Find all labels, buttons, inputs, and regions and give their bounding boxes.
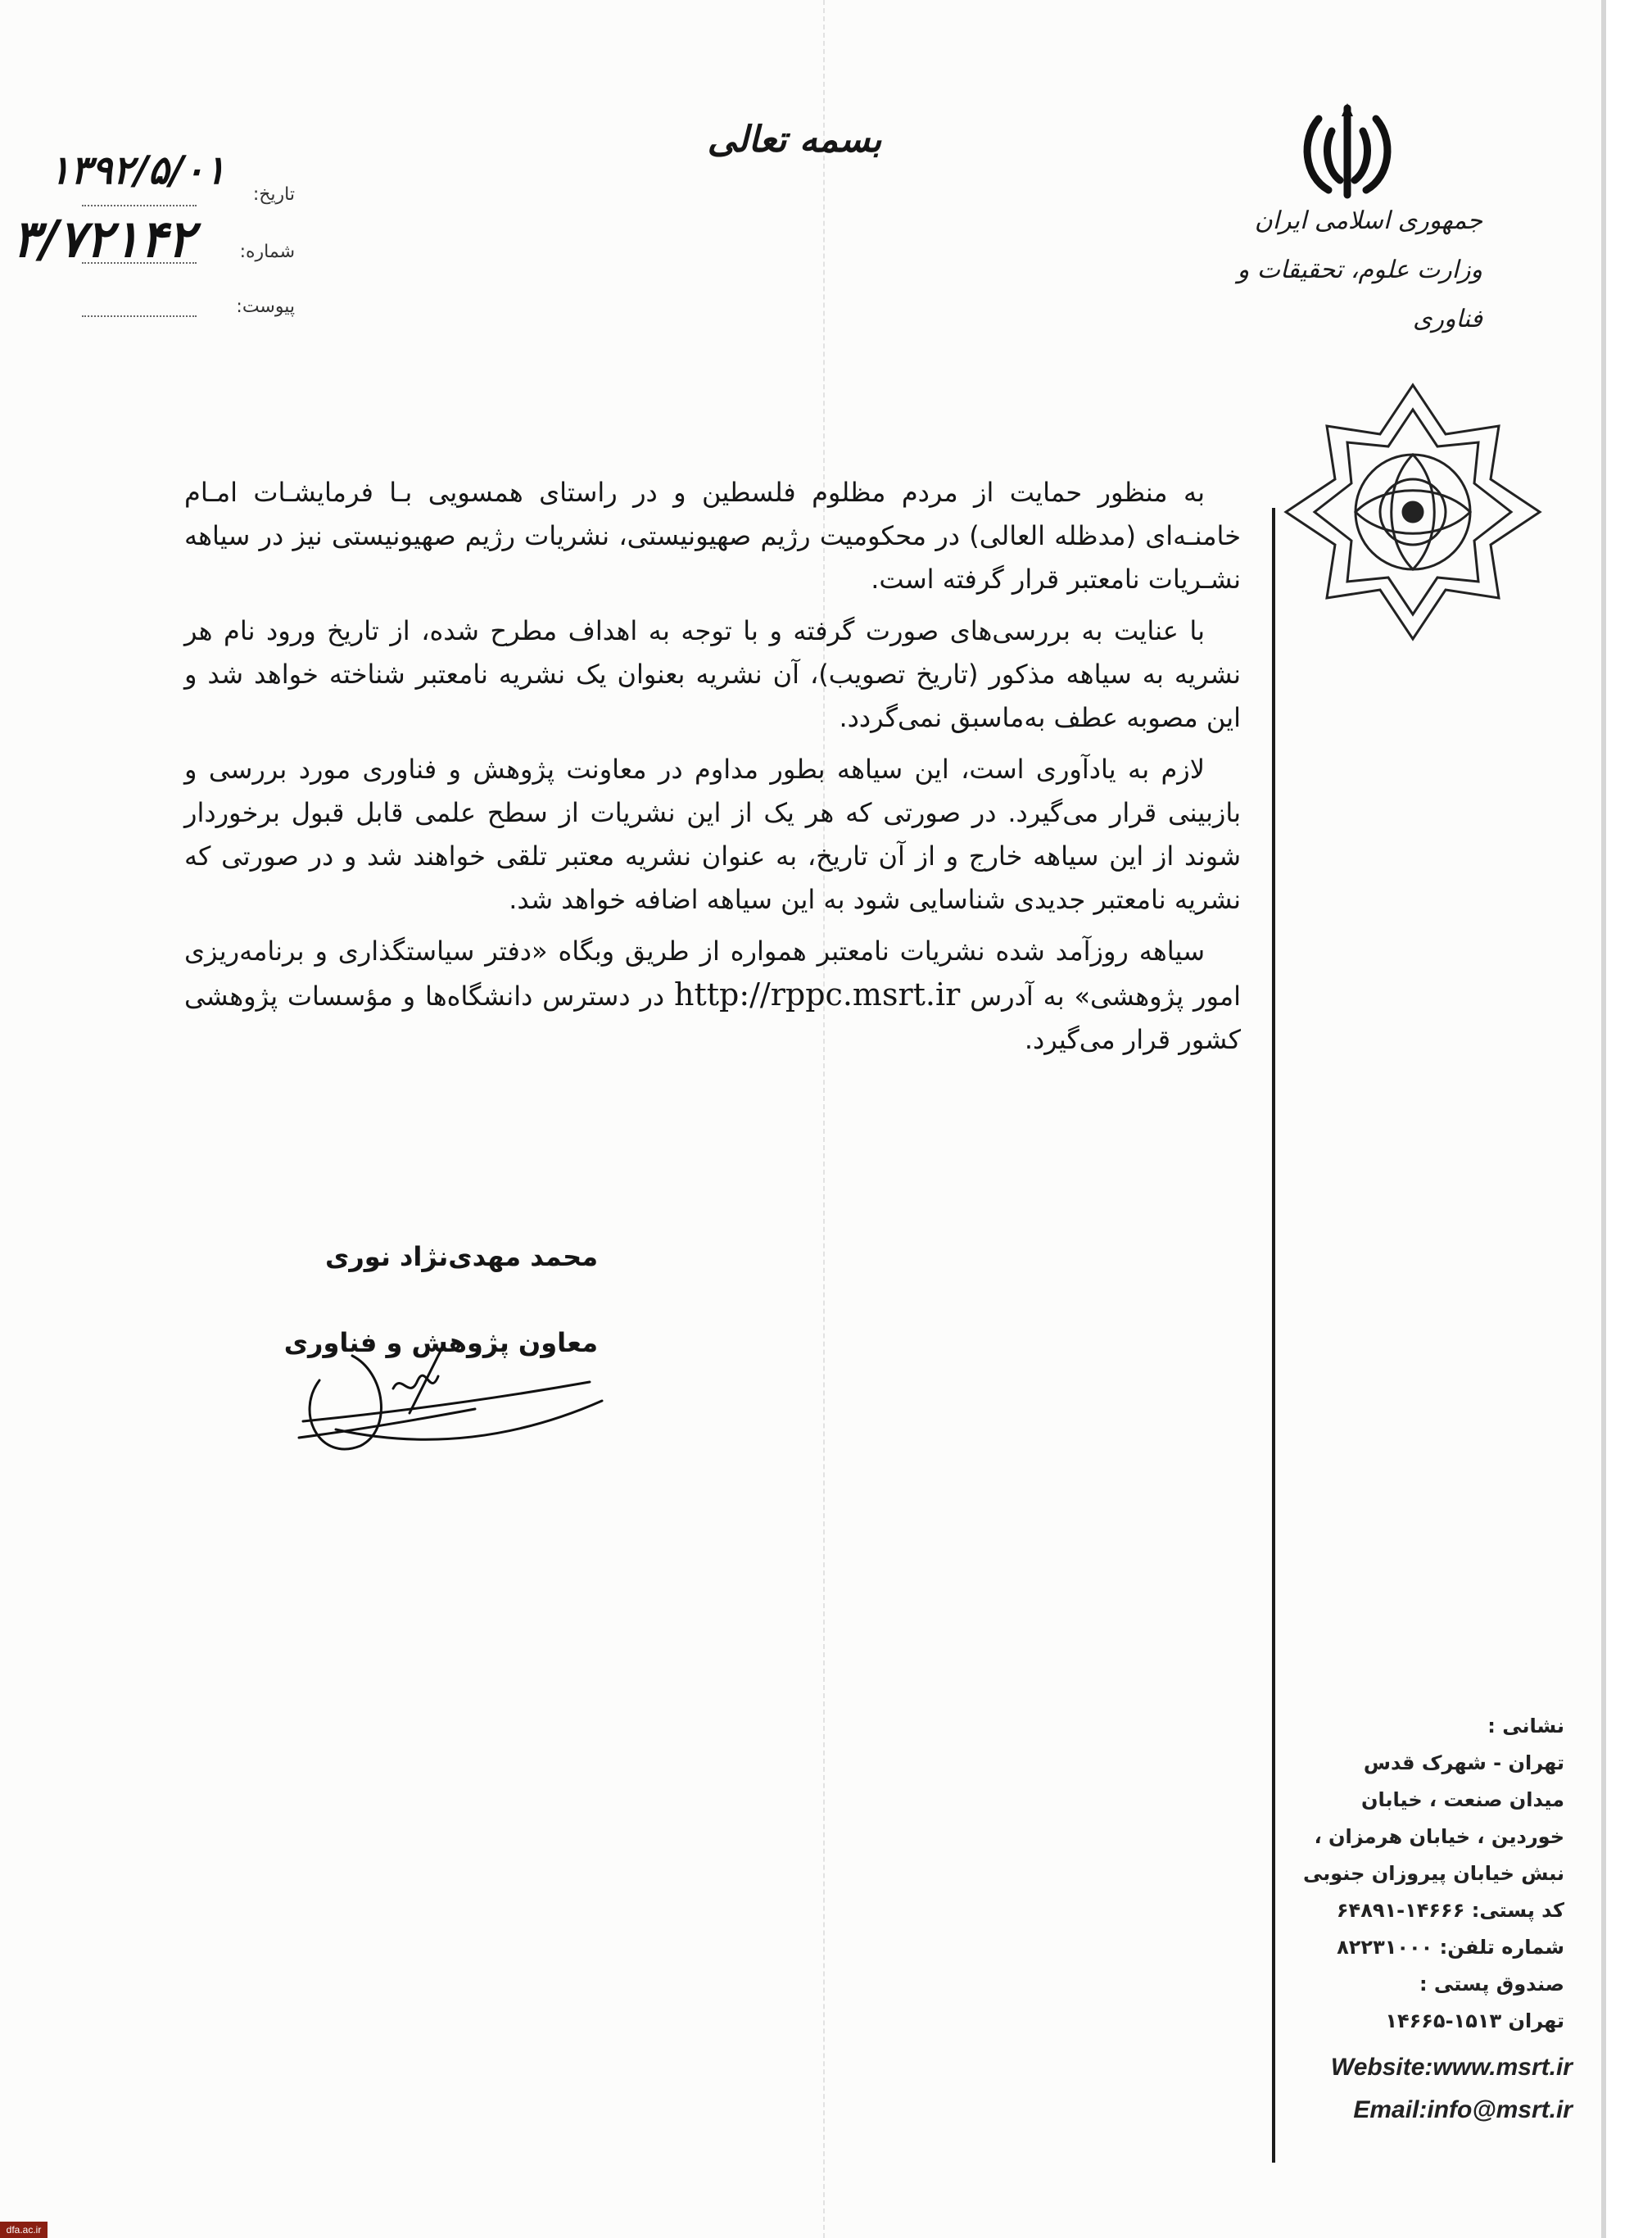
- website-link[interactable]: Website:www.msrt.ir: [1330, 2054, 1573, 2081]
- letter-body: [184, 471, 1241, 1070]
- source-watermark-badge: dfa.ac.ir: [0, 2222, 48, 2238]
- address-line-5: نبش خیابان پیروزان جنوبی: [1302, 1862, 1564, 1885]
- paper-fold-line: [823, 0, 825, 2238]
- signatory-title: معاون پژوهش و فناوری: [283, 1327, 598, 1358]
- org-line-1: جمهوری اسلامی ایران: [1254, 206, 1482, 235]
- po-box-line: تهران ۱۵۱۳-۱۴۶۶۵: [1385, 2009, 1564, 2032]
- date-line: [82, 205, 197, 206]
- address-line-4: خوردین ، خیابان هرمزان ،: [1314, 1825, 1564, 1848]
- body-paragraph-1: به منظور حمایت از مردم مظلوم فلسطین و در راستای همسویی بـا فرمایشـات امـام خامنـه‌ای (مدظله العالی) در محکومیت رژیم صهیونیستی، نشریات رژیم صهیونیستی نیز در سیاهه نشـریات نامعتبر قرار گرفته است.: [184, 477, 1241, 595]
- ministry-heading: [1212, 197, 1482, 344]
- address-line-3: میدان صنعت ، خیابان: [1361, 1788, 1564, 1811]
- date-value: ۱۳۹۲/۵/۰۱: [49, 147, 226, 193]
- number-value: ۳/۷۲۱۴۲: [12, 209, 195, 269]
- postal-code-line: کد پستی: ۱۴۶۶۶-۶۴۸۹۱: [1336, 1899, 1564, 1922]
- basmala-heading: بسمه تعالی: [707, 119, 882, 161]
- address-line-1: نشانی :: [1487, 1715, 1564, 1737]
- address-divider-rule: [1272, 508, 1275, 2163]
- iran-emblem-icon: [1294, 98, 1401, 205]
- rppc-url-link[interactable]: http://rppc.msrt.ir: [673, 976, 961, 1013]
- ministry-address: [1278, 1708, 1564, 2040]
- body-paragraph-2: با عنایت به بررسی‌های صورت گرفته و با توجه به اهداف مطرح شده، از تاریخ ورود نام هر نشریه به سیاهه مذکور (تاریخ تصویب)، آن نشریه بعنوان یک نشریه نامعتبر شناخته خواهد شد و این مصوبه عطف به‌ماسبق نمی‌گردد.: [184, 615, 1241, 733]
- date-label: تاریخ:: [252, 184, 295, 205]
- number-line: [82, 262, 197, 264]
- body-paragraph-3: لازم به یادآوری است، این سیاهه بطور مداوم در معاونت پژوهش و فناوری مورد بررسی و بازبینی قرار می‌گیرد. در صورتی که هر یک از این نشریات از سطح علمی قابل قبول برخوردار شوند از این سیاهه خارج و از آن تاریخ، به عنوان نشریه معتبر تلقی خواهند شد و در صورتی که نشریه نامعتبر جدیدی شناسایی شود به این سیاهه اضافه خواهد شد.: [184, 754, 1241, 915]
- contact-web: [1278, 2046, 1573, 2132]
- body-paragraph-4: [184, 930, 1241, 1062]
- geometric-ornament-icon: [1278, 377, 1548, 647]
- signatory-name: محمد مهدی‌نژاد نوری: [325, 1241, 598, 1272]
- address-line-2: تهران - شهرک قدس: [1363, 1751, 1564, 1774]
- attachment-label: پیوست:: [236, 297, 295, 317]
- email-link[interactable]: Email:info@msrt.ir: [1353, 2096, 1573, 2123]
- scanner-edge: [1601, 0, 1606, 2238]
- phone-line: شماره تلفن: ۸۲۲۳۱۰۰۰: [1337, 1936, 1564, 1959]
- attachment-line: [82, 315, 197, 317]
- po-box-label: صندوق پستی :: [1419, 1973, 1564, 1996]
- paragraph-4-before-url: سیاهه روزآمد شده نشریات نامعتبر همواره از طریق وبگاه «دفتر سیاستگذاری و برنامه‌ریزی امور پژوهشی» به آدرس: [184, 936, 1242, 1012]
- paragraph-4-after-url: در دسترس دانشگاه‌ها و مؤسسات پژوهشی کشور قرار می‌گیرد.: [184, 981, 1241, 1055]
- handwritten-signature-icon: [287, 1323, 606, 1479]
- org-line-2: وزارت علوم، تحقیقات و فناوری: [1237, 256, 1482, 333]
- number-label: شماره:: [239, 242, 295, 262]
